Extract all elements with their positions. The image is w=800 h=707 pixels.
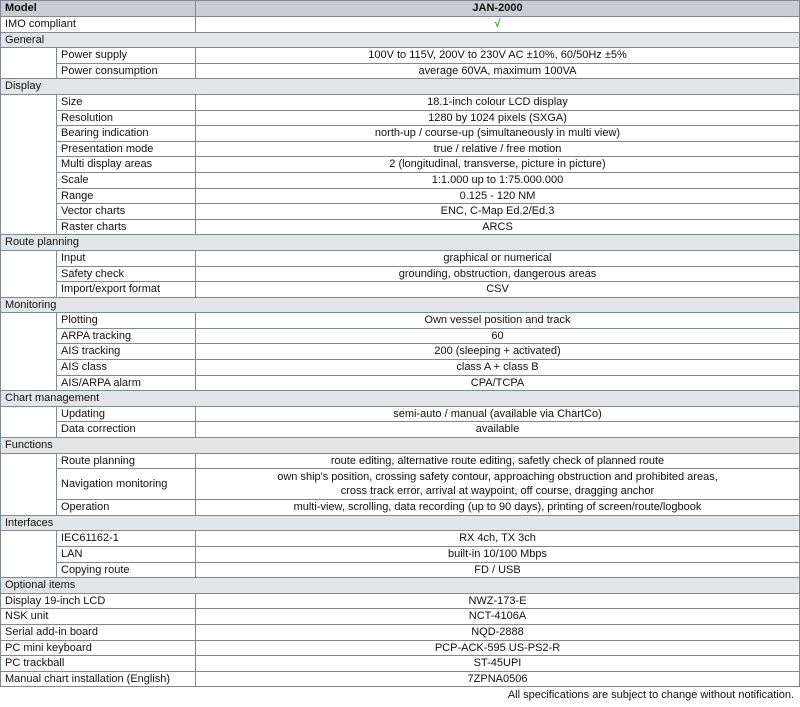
- table-header-row: [1, 1, 800, 17]
- spec-row: [1, 313, 800, 329]
- spec-label: Power supply: [57, 48, 196, 64]
- section-display: [1, 79, 800, 95]
- spec-row: [1, 141, 800, 157]
- spec-label: Copying route: [57, 562, 196, 578]
- spec-row: [1, 204, 800, 220]
- spec-value: RX 4ch, TX 3ch: [196, 531, 800, 547]
- indent-cell: [1, 406, 57, 437]
- indent-cell: [1, 313, 57, 391]
- spec-label: Bearing indication: [57, 126, 196, 142]
- section-monitoring: [1, 297, 800, 313]
- spec-value: average 60VA, maximum 100VA: [196, 63, 800, 79]
- spec-value: ENC, C-Map Ed.2/Ed.3: [196, 204, 800, 220]
- spec-label: Plotting: [57, 313, 196, 329]
- spec-value: 18.1-inch colour LCD display: [196, 94, 800, 110]
- spec-row: [1, 250, 800, 266]
- option-row: [1, 609, 800, 625]
- model-header-label: Model: [1, 1, 196, 17]
- spec-label: AIS class: [57, 360, 196, 376]
- spec-label: Range: [57, 188, 196, 204]
- spec-value: Own vessel position and track: [196, 313, 800, 329]
- option-row: [1, 671, 800, 687]
- spec-value: FD / USB: [196, 562, 800, 578]
- spec-label: Navigation monitoring: [57, 469, 196, 500]
- option-label: PC trackball: [1, 656, 196, 672]
- spec-label: Input: [57, 250, 196, 266]
- spec-value: true / relative / free motion: [196, 141, 800, 157]
- imo-row: [1, 17, 800, 33]
- spec-label: Multi display areas: [57, 157, 196, 173]
- spec-value: 2 (longitudinal, transverse, picture in picture): [196, 157, 800, 173]
- spec-row: [1, 188, 800, 204]
- spec-value-line-1: own ship's position, crossing safety contour, approaching obstruction and prohibited areas,: [277, 471, 718, 484]
- spec-value: 0.125 - 120 NM: [196, 188, 800, 204]
- spec-label: Raster charts: [57, 219, 196, 235]
- option-label: Display 19-inch LCD: [1, 593, 196, 609]
- spec-label: Presentation mode: [57, 141, 196, 157]
- spec-label: Operation: [57, 500, 196, 516]
- section-title: Functions: [1, 438, 800, 454]
- spec-row: [1, 110, 800, 126]
- option-row: [1, 624, 800, 640]
- spec-row: [1, 328, 800, 344]
- spec-row: [1, 172, 800, 188]
- spec-value: semi-auto / manual (available via ChartCo): [196, 406, 800, 422]
- spec-row: [1, 547, 800, 563]
- spec-value-line-2: cross track error, arrival at waypoint, off course, dragging anchor: [340, 485, 655, 498]
- spec-row: [1, 453, 800, 469]
- section-route-planning: [1, 235, 800, 251]
- spec-row: [1, 157, 800, 173]
- spec-value: ARCS: [196, 219, 800, 235]
- option-label: PC mini keyboard: [1, 640, 196, 656]
- spec-value: 100V to 115V, 200V to 230V AC ±10%, 60/50Hz ±5%: [196, 48, 800, 64]
- option-value: 7ZPNA0506: [196, 671, 800, 687]
- option-label: NSK unit: [1, 609, 196, 625]
- spec-row: [1, 406, 800, 422]
- option-row: [1, 593, 800, 609]
- spec-value: multi-view, scrolling, data recording (up to 90 days), printing of screen/route/logbook: [196, 500, 800, 516]
- option-value: NWZ-173-E: [196, 593, 800, 609]
- indent-cell: [1, 453, 57, 515]
- section-chart-management: [1, 391, 800, 407]
- section-general: [1, 32, 800, 48]
- spec-label: Updating: [57, 406, 196, 422]
- spec-label: Power consumption: [57, 63, 196, 79]
- indent-cell: [1, 531, 57, 578]
- model-header-value: JAN-2000: [196, 1, 800, 17]
- spec-value: built-in 10/100 Mbps: [196, 547, 800, 563]
- spec-value: grounding, obstruction, dangerous areas: [196, 266, 800, 282]
- spec-row: [1, 94, 800, 110]
- option-value: PCP-ACK-595 US-PS2-R: [196, 640, 800, 656]
- spec-value: CSV: [196, 282, 800, 298]
- spec-label: Import/export format: [57, 282, 196, 298]
- option-value: ST-45UPI: [196, 656, 800, 672]
- spec-row: [1, 500, 800, 516]
- option-label: Serial add-in board: [1, 624, 196, 640]
- spec-label: LAN: [57, 547, 196, 563]
- spec-label: AIS/ARPA alarm: [57, 375, 196, 391]
- footnote: All specifications are subject to change without notification.: [507, 689, 794, 701]
- spec-label: Vector charts: [57, 204, 196, 220]
- spec-value: 60: [196, 328, 800, 344]
- spec-row: [1, 344, 800, 360]
- section-functions: [1, 438, 800, 454]
- option-value: NQD-2888: [196, 624, 800, 640]
- section-title: Interfaces: [1, 515, 800, 531]
- section-title: Optional items: [1, 578, 800, 594]
- spec-row: [1, 63, 800, 79]
- spec-label: Data correction: [57, 422, 196, 438]
- section-interfaces: [1, 515, 800, 531]
- option-value: NCT-4106A: [196, 609, 800, 625]
- section-title: Monitoring: [1, 297, 800, 313]
- spec-row: [1, 531, 800, 547]
- spec-label: Resolution: [57, 110, 196, 126]
- spec-value: CPA/TCPA: [196, 375, 800, 391]
- spec-row: [1, 282, 800, 298]
- spec-row: [1, 375, 800, 391]
- option-row: [1, 656, 800, 672]
- spec-row: [1, 48, 800, 64]
- spec-row: [1, 562, 800, 578]
- section-title: Route planning: [1, 235, 800, 251]
- spec-value-multiline: [196, 469, 800, 500]
- spec-value: available: [196, 422, 800, 438]
- spec-row: [1, 360, 800, 376]
- option-label: Manual chart installation (English): [1, 671, 196, 687]
- spec-row: [1, 219, 800, 235]
- section-title: General: [1, 32, 800, 48]
- spec-label: IEC61162-1: [57, 531, 196, 547]
- spec-value: north-up / course-up (simultaneously in multi view): [196, 126, 800, 142]
- spec-label: Size: [57, 94, 196, 110]
- spec-value: 200 (sleeping + activated): [196, 344, 800, 360]
- imo-label: IMO compliant: [1, 17, 196, 33]
- spec-row: [1, 469, 800, 500]
- spec-value: 1280 by 1024 pixels (SXGA): [196, 110, 800, 126]
- spec-label: Route planning: [57, 453, 196, 469]
- section-title: Display: [1, 79, 800, 95]
- spec-value: 1:1.000 up to 1:75.000.000: [196, 172, 800, 188]
- spec-row: [1, 126, 800, 142]
- section-title: Chart management: [1, 391, 800, 407]
- spec-label: Scale: [57, 172, 196, 188]
- spec-row: [1, 422, 800, 438]
- spec-value: class A + class B: [196, 360, 800, 376]
- check-icon: √: [196, 17, 800, 33]
- section-optional-items: [1, 578, 800, 594]
- indent-cell: [1, 250, 57, 297]
- spec-label: Safety check: [57, 266, 196, 282]
- option-row: [1, 640, 800, 656]
- spec-value: route editing, alternative route editing, safetly check of planned route: [196, 453, 800, 469]
- spec-label: AIS tracking: [57, 344, 196, 360]
- indent-cell: [1, 94, 57, 234]
- spec-value: graphical or numerical: [196, 250, 800, 266]
- spec-row: [1, 266, 800, 282]
- spec-label: ARPA tracking: [57, 328, 196, 344]
- indent-cell: [1, 48, 57, 79]
